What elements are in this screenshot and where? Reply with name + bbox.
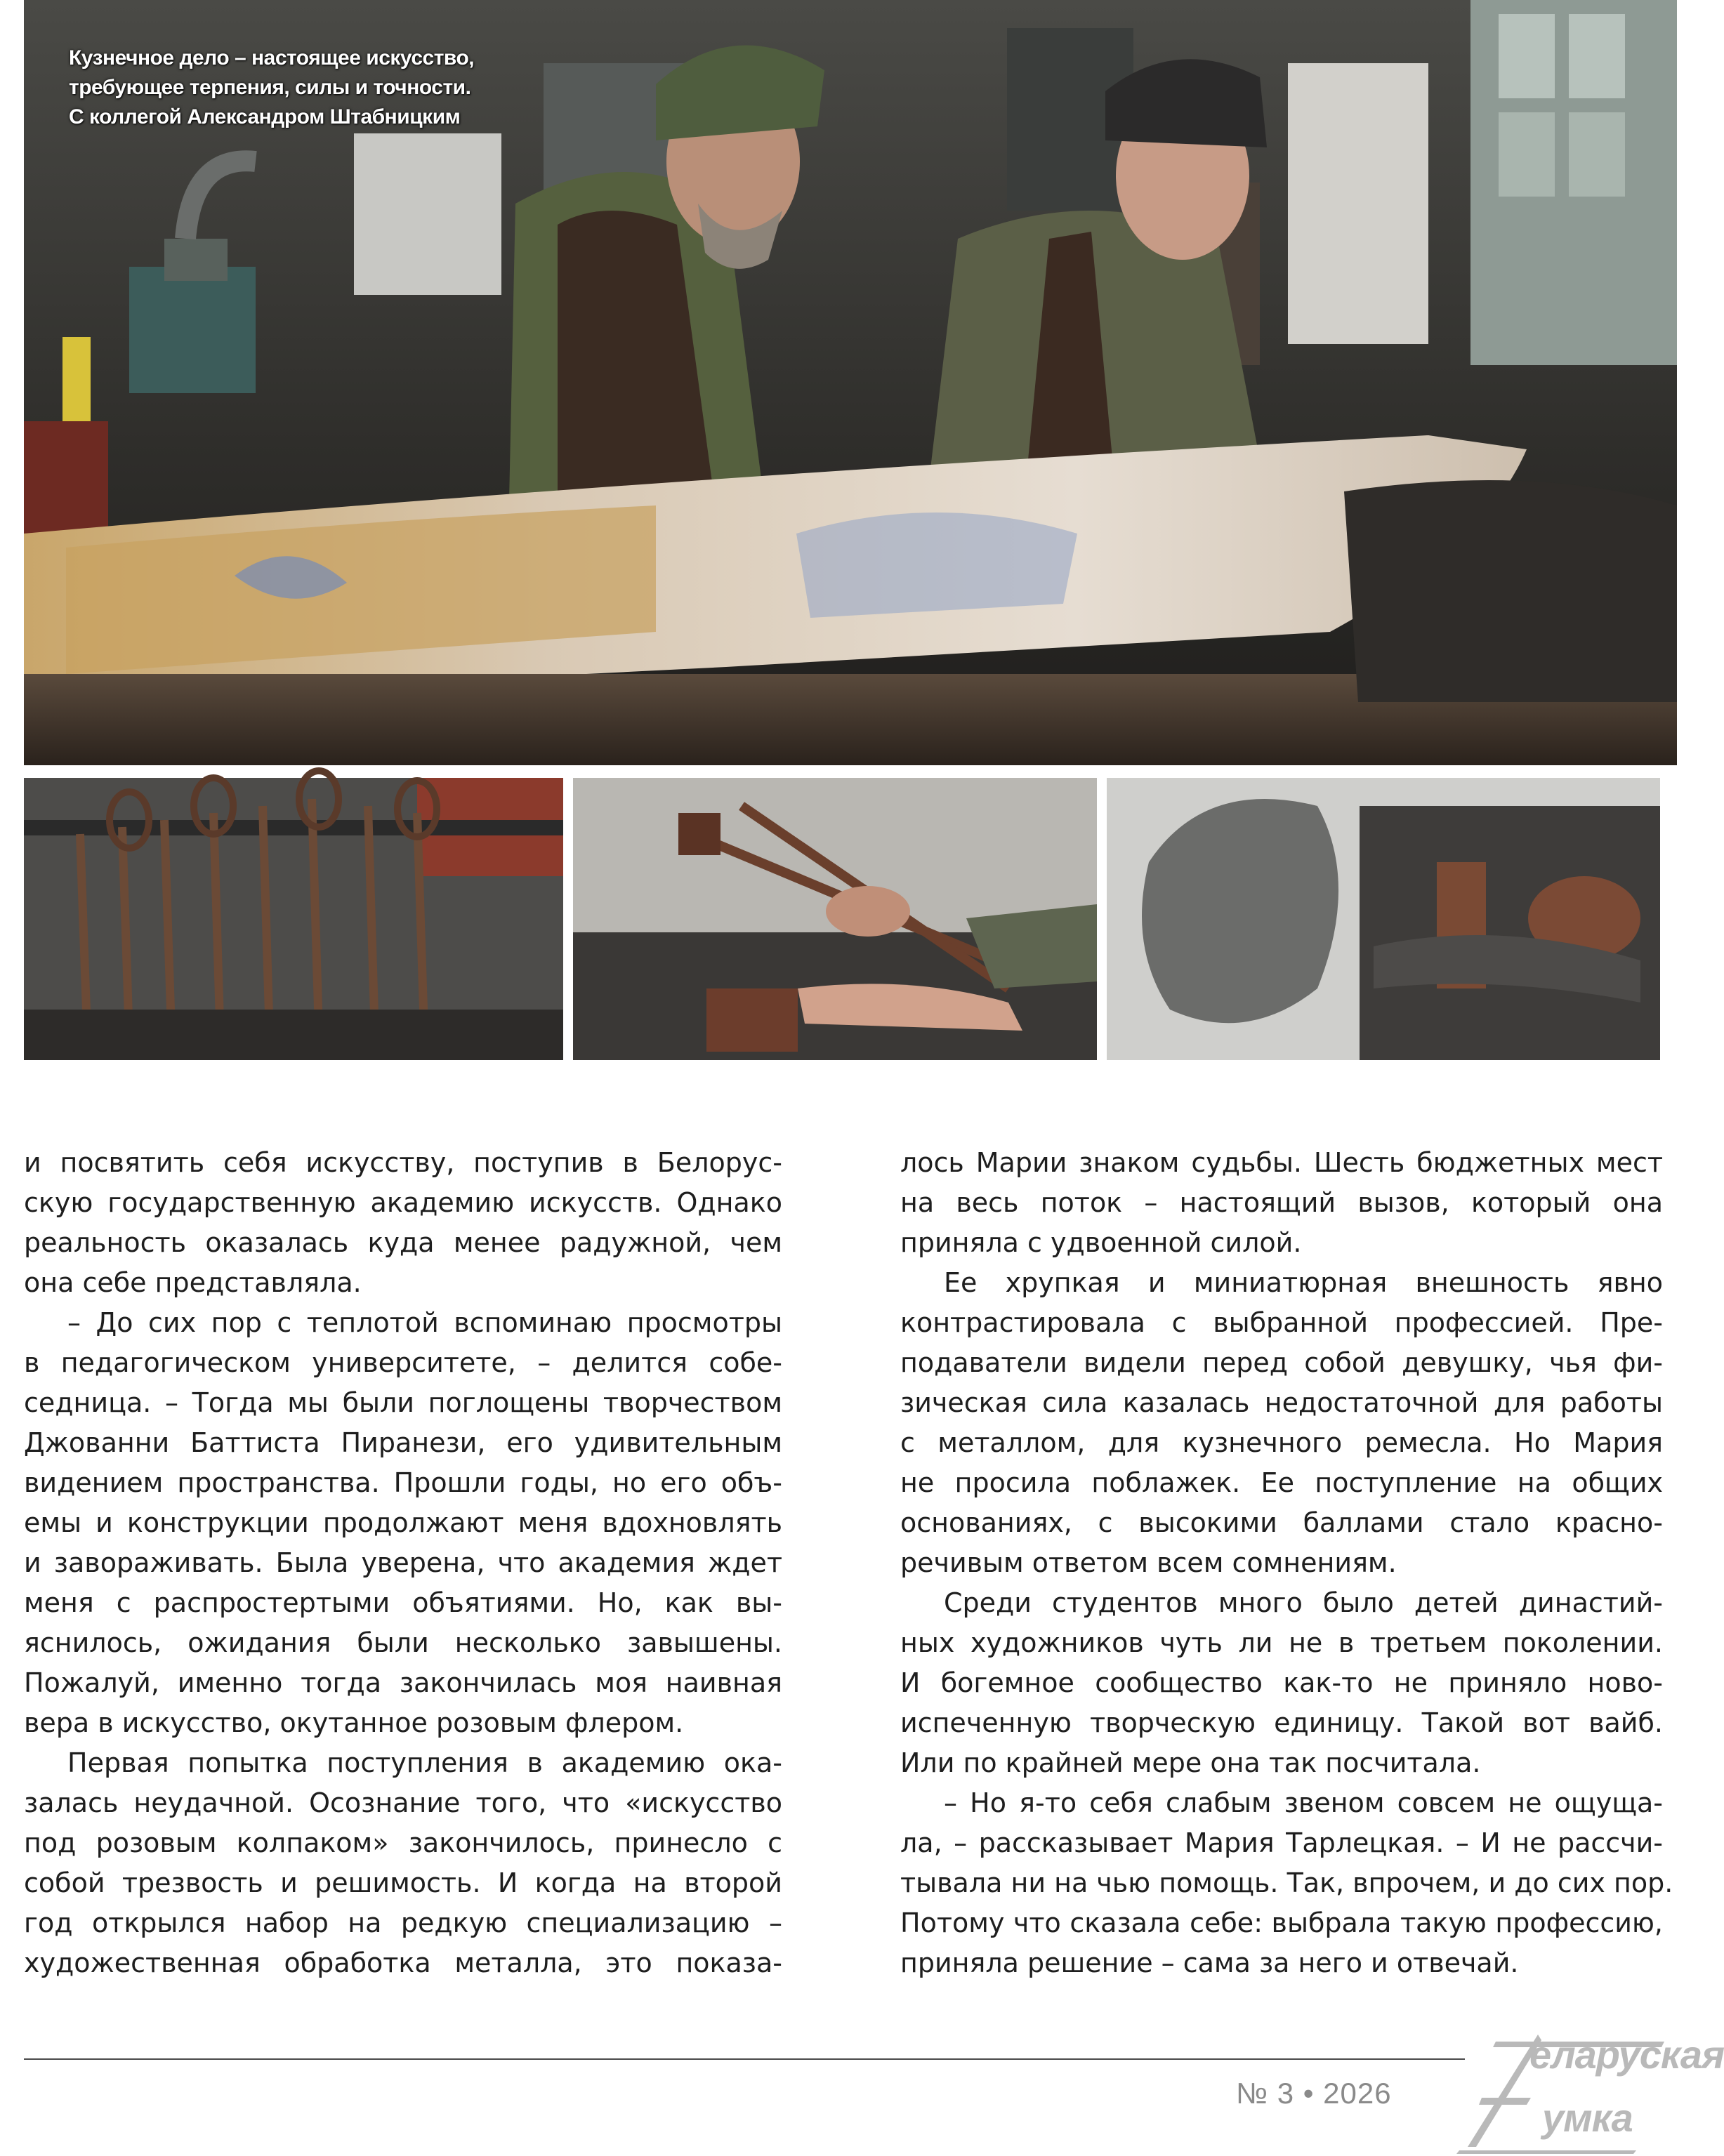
text-line: контрастировала с выбранной профессией. Пре- bbox=[900, 1307, 1663, 1338]
text-line: речивым ответом всем сомнениям. bbox=[900, 1547, 1397, 1578]
text-line: Потому что сказала себе: выбрала такую профессию, bbox=[900, 1907, 1663, 1938]
article-column-right bbox=[900, 1143, 1673, 1983]
tongs-rack-image bbox=[24, 778, 563, 1060]
text-line: и завораживать. Была уверена, что академия ждет bbox=[24, 1547, 782, 1578]
text-line: в педагогическом университете, – делится собе- bbox=[24, 1347, 782, 1378]
text-line: ла, – рассказывает Мария Тарлецкая. – И не рассчи- bbox=[900, 1827, 1663, 1858]
text-line: под розовым колпаком» закончилось, принесло с bbox=[24, 1827, 782, 1858]
tongs-rack-photo bbox=[24, 778, 563, 1060]
text-line: – До сих пор с теплотой вспоминаю просмотры bbox=[67, 1307, 782, 1338]
text-line: И богемное сообщество как-то не приняло ново- bbox=[900, 1667, 1663, 1698]
article-column-left bbox=[24, 1143, 782, 1983]
caption-line: С коллегой Александром Штабницким bbox=[69, 105, 461, 128]
text-line: и посвятить себя искусству, поступив в Белорус- bbox=[24, 1147, 782, 1178]
text-line: яснилось, ожидания были несколько завышены. bbox=[24, 1627, 782, 1658]
text-line: Пожалуй, именно тогда закончилась моя наивная bbox=[24, 1667, 782, 1698]
text-line: залась неудачной. Осознание того, что «искусство bbox=[24, 1787, 782, 1818]
magazine-logo bbox=[1454, 2028, 1724, 2154]
logo-word-2: умка bbox=[1542, 2096, 1633, 2140]
text-line: вера в искусство, окутанное розовым флером. bbox=[24, 1707, 684, 1738]
text-line: она себе представляла. bbox=[24, 1267, 362, 1298]
text-line: с металлом, для кузнечного ремесла. Но Мария bbox=[900, 1427, 1663, 1458]
hands-tongs-image bbox=[573, 778, 1097, 1060]
text-line: Джованни Баттиста Пиранези, его удивительным bbox=[24, 1427, 782, 1458]
hands-tongs-photo bbox=[573, 778, 1097, 1060]
text-line: Среди студентов много было детей династий- bbox=[944, 1587, 1663, 1618]
text-line: собой трезвость и решимость. И когда на второй bbox=[24, 1867, 782, 1898]
footer-divider bbox=[24, 2058, 1465, 2060]
text-line: год открылся набор на редкую специализацию – bbox=[24, 1907, 782, 1938]
logo-word-1: еларуская bbox=[1529, 2032, 1724, 2077]
text-line: тывала ни на чью помощь. Так, впрочем, и до сих пор. bbox=[900, 1867, 1673, 1898]
text-line: испеченную творческую единицу. Такой вот вайб. bbox=[900, 1707, 1663, 1738]
issue-number: № 3 • 2026 bbox=[1236, 2077, 1392, 2110]
text-line: приняла решение – сама за него и отвечай. bbox=[900, 1947, 1519, 1978]
text-line: не просила поблажек. Ее поступление на общих bbox=[900, 1467, 1663, 1498]
text-line: Ее хрупкая и миниатюрная внешность явно bbox=[944, 1267, 1663, 1298]
text-line: основаниях, с высокими баллами стало красно- bbox=[900, 1507, 1663, 1538]
text-line: седница. – Тогда мы были поглощены творчеством bbox=[24, 1387, 782, 1418]
text-line: видением пространства. Прошли годы, но его объ- bbox=[24, 1467, 782, 1498]
text-line: художественная обработка металла, это показа- bbox=[24, 1947, 782, 1978]
text-line: приняла с удвоенной силой. bbox=[900, 1227, 1302, 1258]
text-line: ных художников чуть ли не в третьем поколении. bbox=[900, 1627, 1663, 1658]
text-line: Или по крайней мере она так посчитала. bbox=[900, 1747, 1481, 1778]
photo-caption bbox=[69, 44, 574, 132]
text-line: зическая сила казалась недостаточной для работы bbox=[900, 1387, 1663, 1418]
main-photo bbox=[24, 0, 1677, 765]
text-line: подаватели видели перед собой девушку, чья фи- bbox=[900, 1347, 1663, 1378]
text-line: скую государственную академию искусств. Однако bbox=[24, 1187, 782, 1218]
text-line: на весь поток – настоящий вызов, который она bbox=[900, 1187, 1663, 1218]
hammer-head-photo bbox=[1107, 778, 1660, 1060]
caption-line: требующее терпения, силы и точности. bbox=[69, 76, 471, 99]
text-line: лось Марии знаком судьбы. Шесть бюджетных мест bbox=[900, 1147, 1663, 1178]
caption-line: Кузнечное дело – настоящее искусство, bbox=[69, 46, 475, 70]
text-line: емы и конструкции продолжают меня вдохновлять bbox=[24, 1507, 782, 1538]
hammer-head-image bbox=[1107, 778, 1660, 1060]
text-line: – Но я-то себя слабым звеном совсем не ощуща- bbox=[944, 1787, 1663, 1818]
text-line: реальность оказалась куда менее радужной, чем bbox=[24, 1227, 782, 1258]
text-line: меня с распростертыми объятиями. Но, как вы- bbox=[24, 1587, 782, 1618]
text-line: Первая попытка поступления в академию ока- bbox=[67, 1747, 782, 1778]
